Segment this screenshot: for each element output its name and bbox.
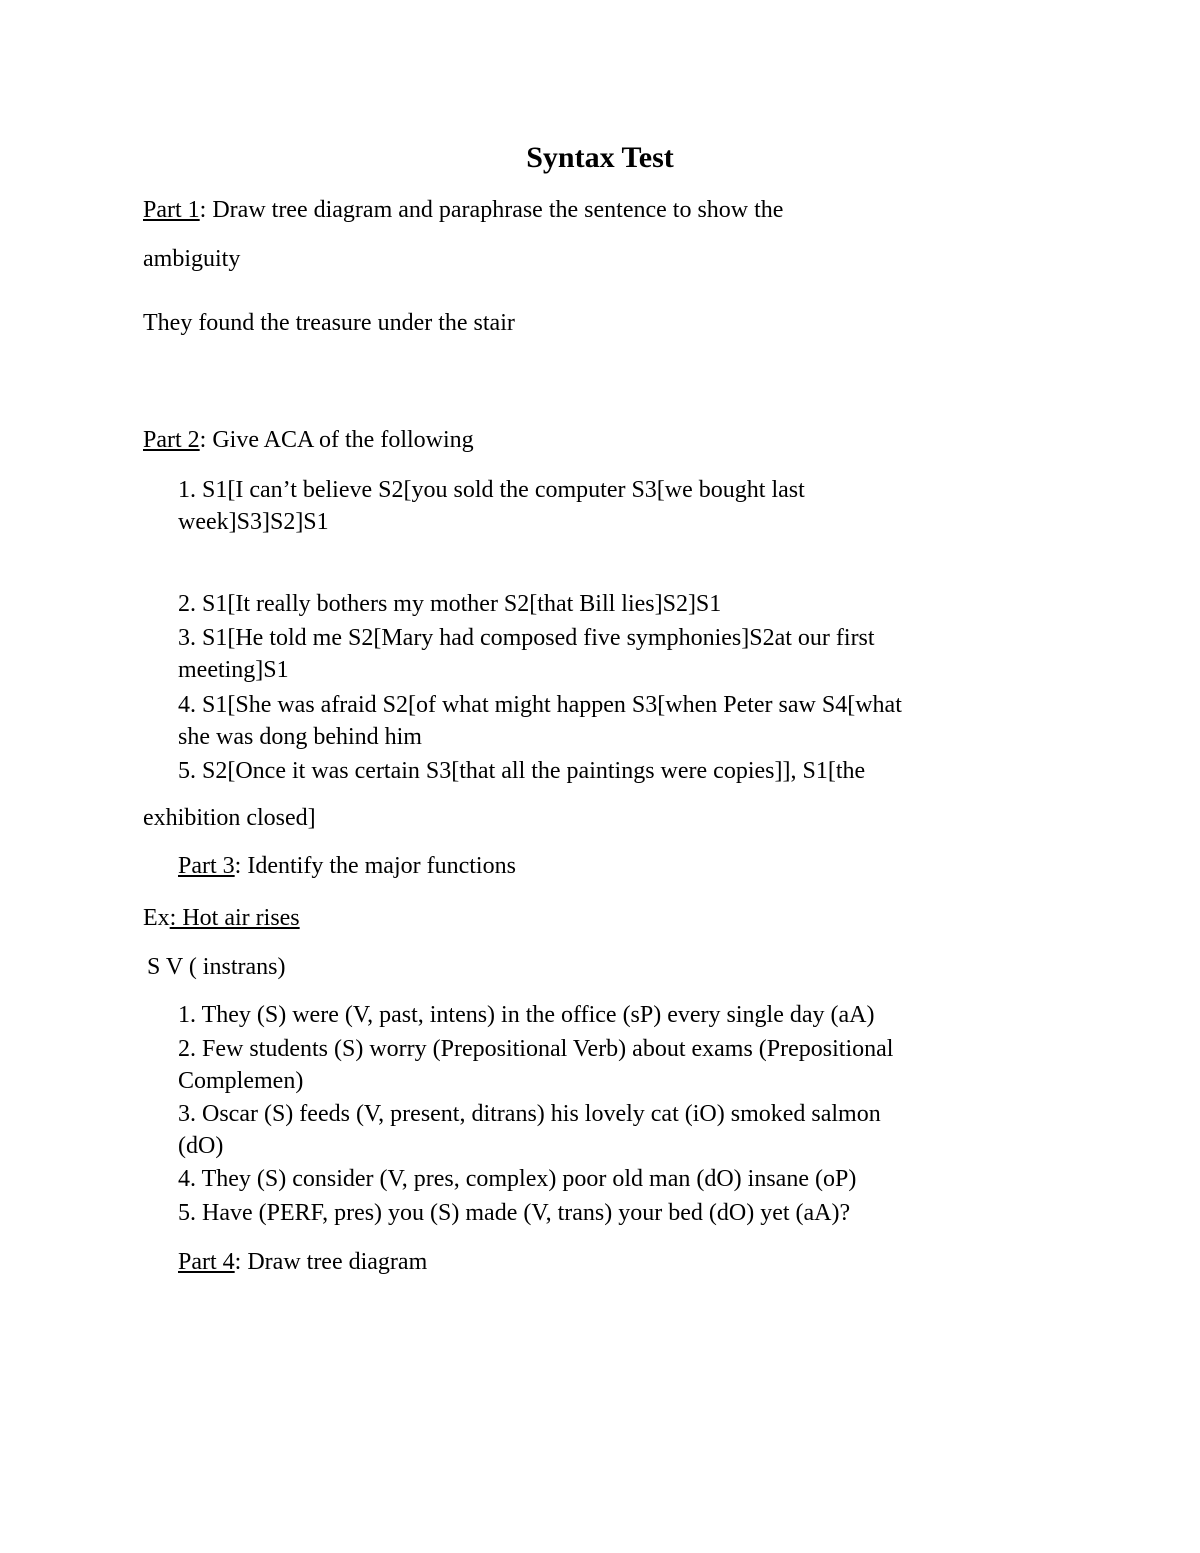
part3-label: Part 3 [178,853,235,879]
part2-item: 4. S1[She was afraid S2[of what might happen S3[when Peter saw S4[what [178,692,902,718]
part3-item: 1. They (S) were (V, past, intens) in the office (sP) every single day (aA) [178,1002,875,1028]
example-sentence: : Hot air rises [169,905,300,931]
part1-text: : Draw tree diagram and paraphrase the sentence to show the [199,197,784,223]
page-title: Syntax Test [526,141,674,174]
part1-instruction [143,195,783,225]
example-analysis: S V ( instrans) [147,954,286,980]
part2-item: she was dong behind him [178,724,422,750]
part3-item: 5. Have (PERF, pres) you (S) made (V, trans) your bed (dO) yet (aA)? [178,1200,851,1226]
part3-item: (dO) [178,1133,224,1159]
part4-label: Part 4 [178,1249,235,1275]
part3-item: 2. Few students (S) worry (Prepositional Verb) about exams (Prepositional [178,1036,894,1062]
part2-item: 1. S1[I can’t believe S2[you sold the computer S3[we bought last [178,477,805,503]
part2-item: 5. S2[Once it was certain S3[that all the paintings were copies]], S1[the [178,758,866,784]
part3-text: : Identify the major functions [234,853,516,879]
part3-example [143,903,300,933]
part2-item: week]S3]S2]S1 [178,509,329,535]
example-prefix: Ex [143,905,170,931]
part1-instruction-cont: ambiguity [143,246,241,272]
part2-instruction [143,425,474,455]
part2-item: 3. S1[He told me S2[Mary had composed five symphonies]S2at our first [178,625,875,651]
part2-item: meeting]S1 [178,657,289,683]
part3-item: 3. Oscar (S) feeds (V, present, ditrans) his lovely cat (iO) smoked salmon [178,1101,881,1127]
part4-instruction [178,1247,427,1277]
part2-text: : Give ACA of the following [199,427,474,453]
part1-sentence: They found the treasure under the stair [143,310,515,336]
part3-instruction [178,851,516,881]
part3-item: Complemen) [178,1068,304,1094]
part2-item: 2. S1[It really bothers my mother S2[that Bill lies]S2]S1 [178,591,722,617]
part3-item: 4. They (S) consider (V, pres, complex) poor old man (dO) insane (oP) [178,1166,857,1192]
part2-item: exhibition closed] [143,805,316,831]
part2-label: Part 2 [143,427,200,453]
part4-text: : Draw tree diagram [234,1249,428,1275]
part1-label: Part 1 [143,197,200,223]
